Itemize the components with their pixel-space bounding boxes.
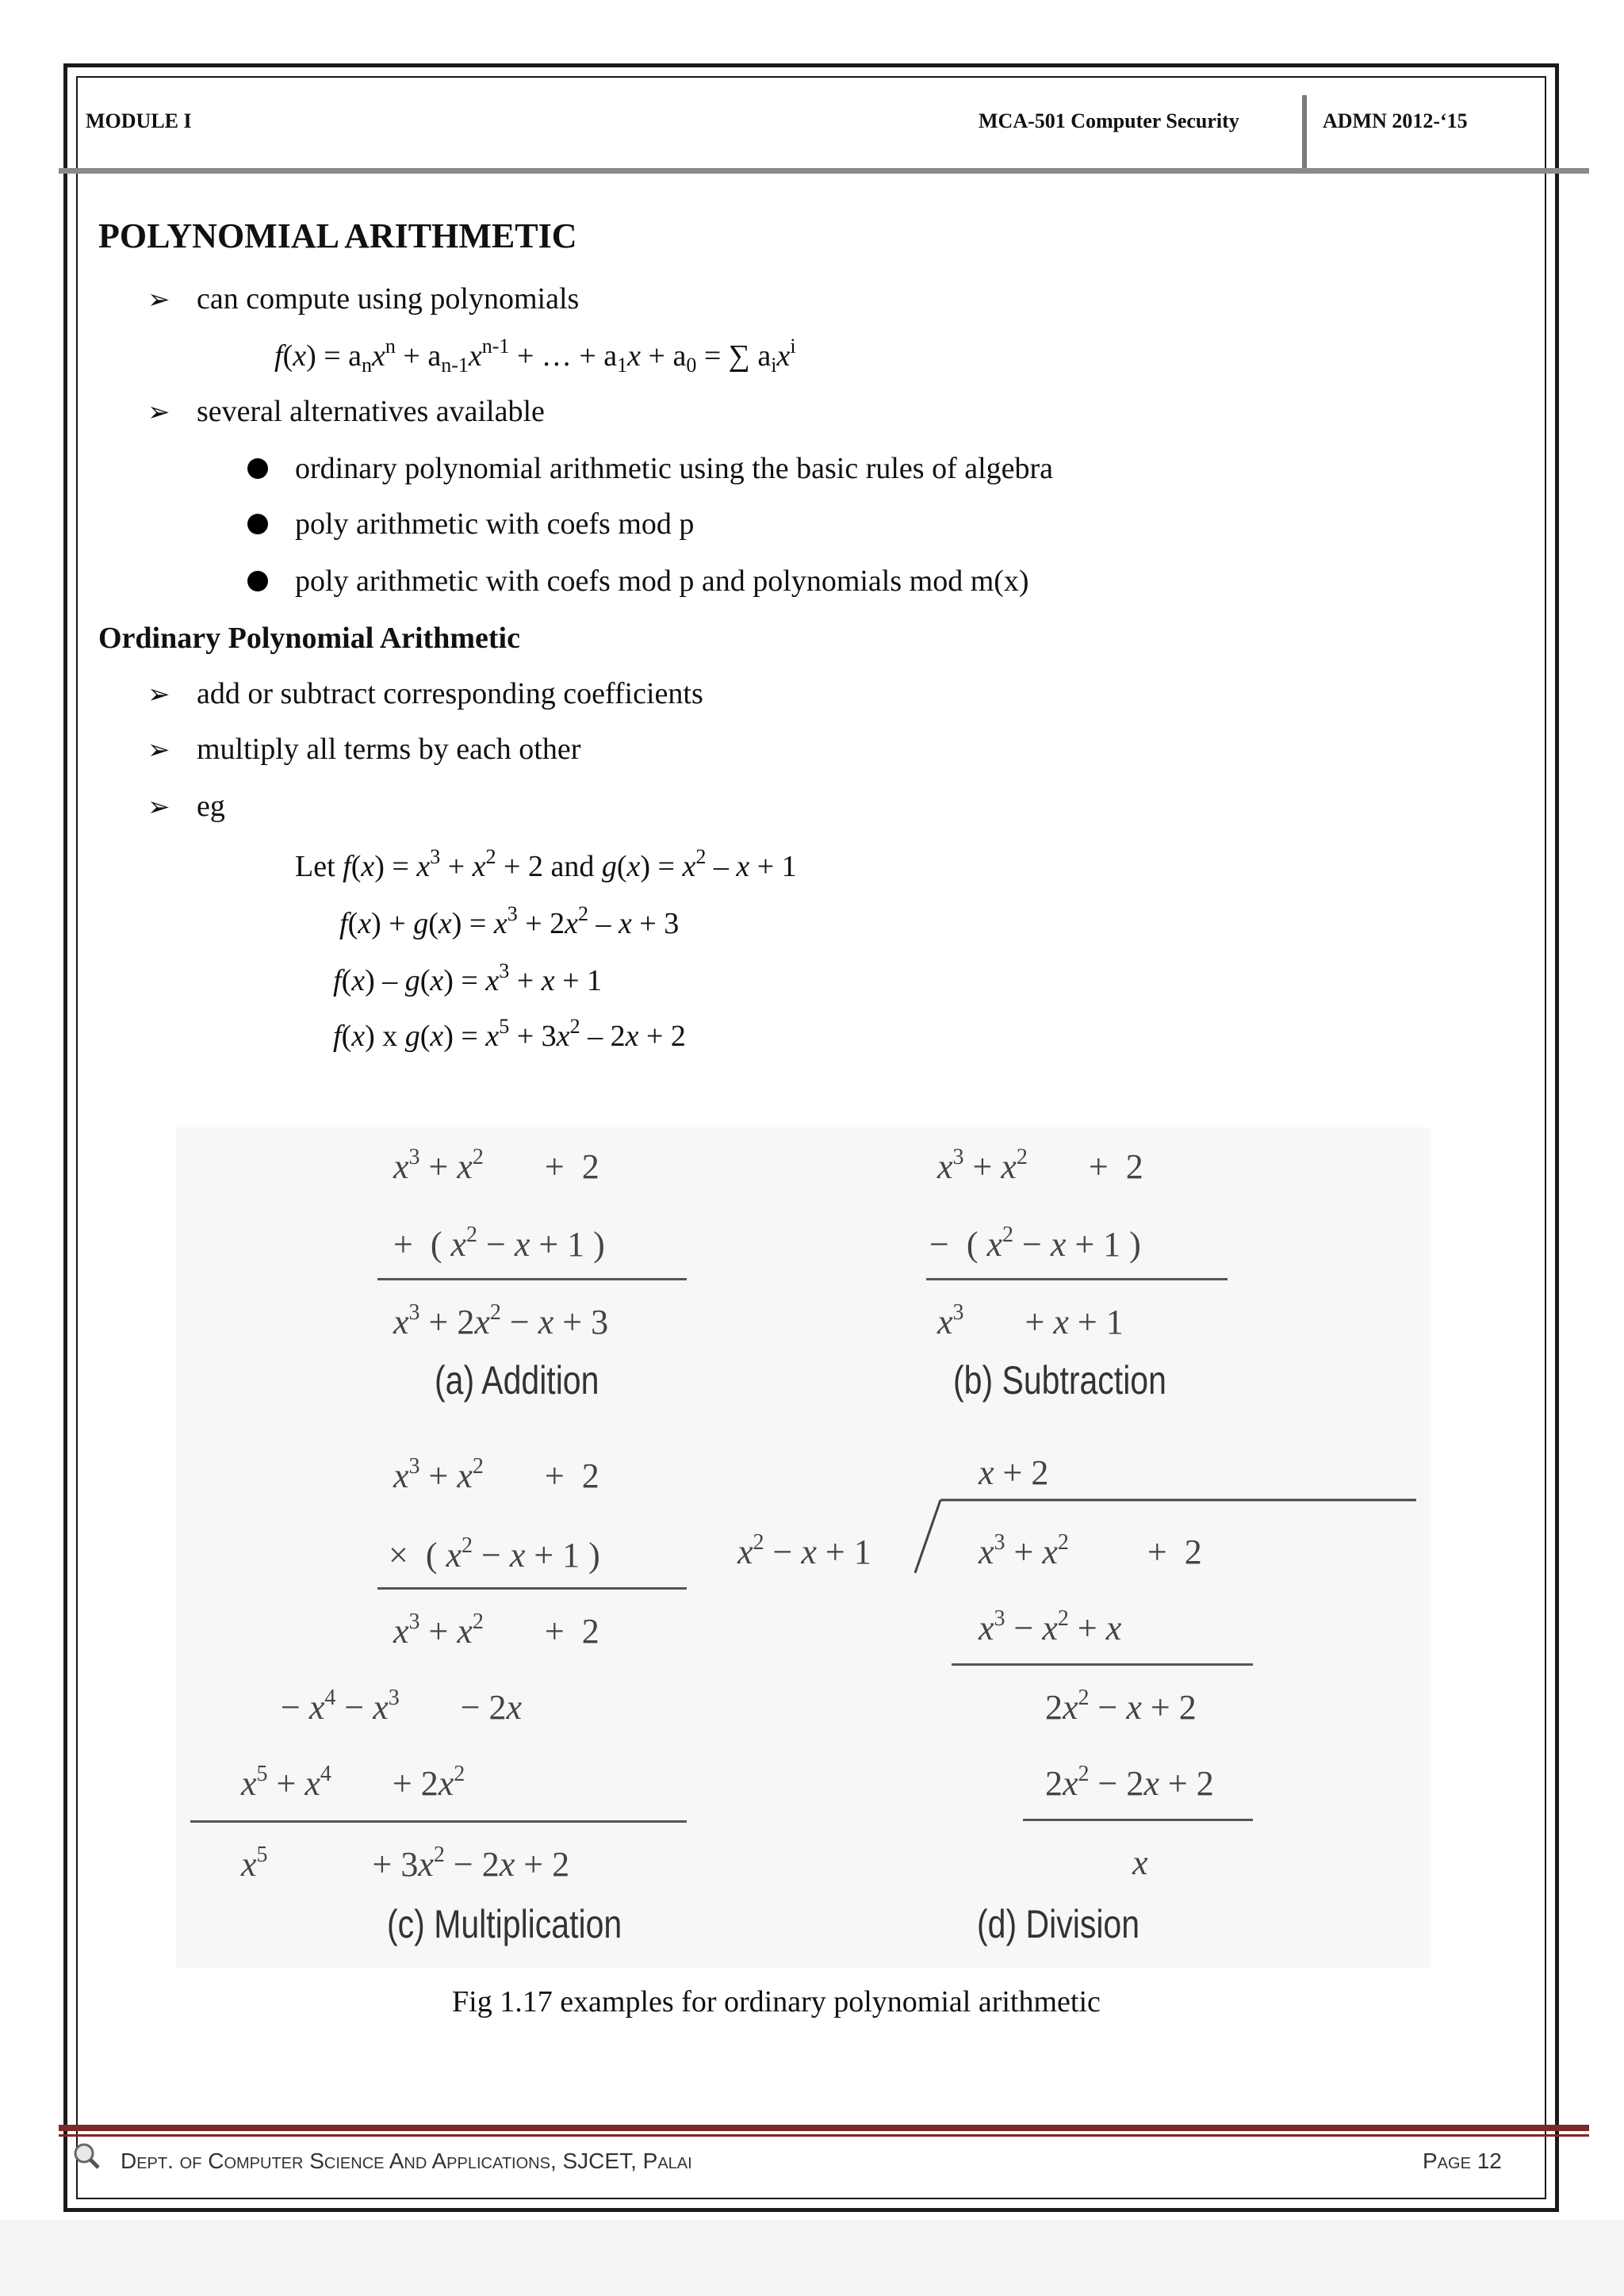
- fig-b-line2: − ( $x^2 - x + 1$ ): [929, 1223, 1141, 1264]
- fig-d-rule2: [1023, 1819, 1253, 1821]
- header-divider: [1302, 95, 1307, 170]
- caption-subtraction: (b) Subtraction: [953, 1358, 1166, 1402]
- dot-bullet-icon: [247, 514, 268, 534]
- fig-d-rule1: [952, 1663, 1253, 1666]
- bullet-alternatives: several alternatives available: [197, 395, 545, 428]
- figure-caption: Fig 1.17 examples for ordinary polynomial arithmetic: [452, 1985, 1101, 2019]
- example-let: Let $f(x) = x^3 + x^2 + 2$ and $g(x) = x^2 - x + 1$: [295, 845, 797, 883]
- fig-b-result: $x^3$ + x + 1: [937, 1300, 1124, 1341]
- footer-dept: Dept. of Computer Science And Applications, SJCET, Palai: [121, 2149, 692, 2173]
- arrow-bullet-icon: ➢: [147, 680, 170, 710]
- bullet-multiply: multiply all terms by each other: [197, 733, 581, 766]
- fig-c-result: $x^5$ + $3x^2 - 2x + 2$: [241, 1843, 570, 1884]
- bullet-compute: can compute using polynomials: [197, 282, 580, 316]
- fig-b-line1: $x^3 + x^2$ + 2: [937, 1145, 1143, 1186]
- caption-division: (d) Division: [977, 1902, 1140, 1946]
- bullet-eg: eg: [197, 790, 225, 823]
- fig-c-line4: − $x^4 - x^3$ − 2x: [281, 1686, 523, 1727]
- fig-b-rule: [926, 1278, 1228, 1280]
- footer-page-number: Page 12: [1423, 2149, 1502, 2173]
- header-module: MODULE I: [86, 109, 192, 132]
- fig-d-remainder: x: [1132, 1843, 1148, 1882]
- fig-c-line1: $x^3 + x^2$ + 2: [393, 1454, 599, 1495]
- dot-bullet-icon: [247, 458, 268, 479]
- dot-bullet-icon: [247, 571, 268, 591]
- fig-d-line4: $2x^2 - x + 2$: [1045, 1686, 1197, 1727]
- fig-a-rule: [377, 1278, 687, 1280]
- fig-c-rule1: [377, 1587, 687, 1590]
- magnifier-icon: [71, 2141, 102, 2171]
- header-rule: [59, 168, 1589, 174]
- footer-rule-thin: [59, 2134, 1589, 2137]
- caption-multiplication: (c) Multiplication: [387, 1902, 622, 1946]
- polynomial-formula: $f(x) = a_nx^n + a_{n-1}x^{n-1}$ + … + $a_1x + a_0$ = ∑ $a_ix^i$: [274, 335, 796, 377]
- bullet-add-subtract: add or subtract corresponding coefficients: [197, 677, 703, 710]
- arrow-bullet-icon: ➢: [147, 285, 170, 315]
- header-admn: ADMN 2012-‘15: [1323, 109, 1468, 132]
- footer-rule: [59, 2125, 1589, 2131]
- alternative-item: ordinary polynomial arithmetic using the basic rules of algebra: [295, 452, 1054, 485]
- fig-d-line5: $2x^2 - 2x + 2$: [1045, 1762, 1214, 1803]
- fig-d-line3: $x^3 - x^2 + x$: [979, 1606, 1122, 1647]
- alternative-item: poly arithmetic with coefs mod p and polynomials mod m(x): [295, 564, 1029, 598]
- example-sum: $f(x) + g(x) = x^3 + 2x^2 - x + 3$: [339, 902, 680, 940]
- fig-d-dividend: $x^3 + x^2$ + 2: [979, 1530, 1202, 1571]
- fig-a-result: $x^3 + 2x^2 - x + 3$: [393, 1300, 609, 1341]
- fig-c-line5: $x^5 + x^4$ + $2x^2$: [241, 1762, 465, 1803]
- header-course: MCA-501 Computer Security: [979, 109, 1239, 132]
- fig-a-line2: + ( $x^2 - x + 1$ ): [393, 1223, 605, 1264]
- caption-addition: (a) Addition: [435, 1358, 599, 1402]
- example-product: f(x) x $g(x) = x^5 + 3x^2 - 2x + 2$: [333, 1015, 686, 1053]
- fig-d-quotient: x + 2: [979, 1453, 1049, 1492]
- fig-c-line3: $x^3 + x^2$ + 2: [393, 1609, 599, 1651]
- arrow-bullet-icon: ➢: [147, 398, 170, 427]
- subsection-title: Ordinary Polynomial Arithmetic: [98, 622, 520, 655]
- alternative-item: poly arithmetic with coefs mod p: [295, 507, 695, 541]
- arrow-bullet-icon: ➢: [147, 793, 170, 822]
- section-title: POLYNOMIAL ARITHMETIC: [98, 216, 577, 255]
- arrow-bullet-icon: ➢: [147, 736, 170, 765]
- fig-c-rule2: [190, 1820, 687, 1823]
- page-bottom-margin: [0, 2220, 1624, 2296]
- example-difference: $f(x) - g(x) = x^3 + x + 1$: [333, 959, 602, 997]
- fig-c-line2: × ( $x^2 - x + 1$ ): [389, 1533, 600, 1575]
- fig-d-divisor: $x^2 - x + 1$: [737, 1530, 871, 1571]
- fig-a-line1: $x^3 + x^2$ + 2: [393, 1145, 599, 1186]
